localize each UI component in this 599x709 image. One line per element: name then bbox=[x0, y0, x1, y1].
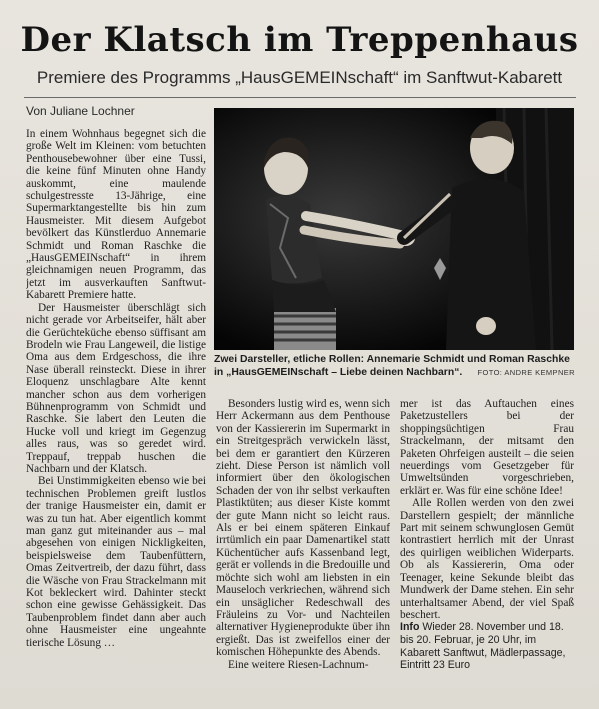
paragraph: Bei Unstimmigkeiten ebenso wie bei technischen Problemen greift lustlos der tranige Hausmeister ein, damit er was zu tun hat. Aber eigentlich kommt man ganz gut miteinander aus – mal abgesehen von einigen Nickligkeiten, beispielsweise dem Taubenfüttern, Omas Zeitvertreib, der dazu führt, dass die Wäsche von Frau Strackelmann mit Kot bekleckert wird. Dahinter steckt schon eine gewisse Gehässigkeit. Das Taubenproblem findet dann aber auch ohne Hausmeister eine ungeahnte tierische Lösung … bbox=[26, 475, 206, 649]
article-column-2 bbox=[216, 398, 390, 705]
photo-caption: Zwei Darsteller, etliche Rollen: Annemarie Schmidt und Roman Raschke in „HausGEMEINschaft – Liebe deinen Nachbarn“. bbox=[214, 354, 570, 378]
article-column-1 bbox=[26, 128, 206, 703]
paragraph: In einem Wohnhaus begegnet sich die große Welt im Kleinen: vom betuchten Penthousebewohner über eine Tussi, die keine fünf Minuten ohne Handy auskommt, eine maulende schulgestresste 13-Jährige, eine Supermarktangestellte bis hin zum Hausmeister. Mit diesem Aufgebot bevölkert das Künstlerduo Annemarie Schmidt und Roman Raschke die „HausGEMEINschaft“ in ihrem gleichnamigen neuen Programm, das jetzt im ausverkauften Sanftwut-Kabarett Premiere hatte. bbox=[26, 128, 206, 302]
byline: Von Juliane Lochner bbox=[26, 104, 135, 118]
stage-photo bbox=[214, 108, 574, 350]
paragraph: Eine weitere Riesen-Lachnum- bbox=[228, 658, 369, 671]
top-rule bbox=[24, 97, 576, 98]
headline: Der Klatsch im Treppenhaus bbox=[20, 20, 579, 60]
paragraph: mer ist das Auftauchen eines Paketzustellers bei der shoppingsüchtigen Frau Strackelmann, der mitsamt den Paketen Ohrfeigen austeilt – die seien neuerdings vom Gesetzgeber für Umweltsünden vorgeschrieben, erklärt er. Was für eine schöne Idee! bbox=[400, 398, 574, 497]
paragraph: Alle Rollen werden von den zwei Darstellern gespielt; der männliche Part mit seinem schwunglosen Gemüt kontrastiert herrlich mit der Unrast des quirligen weiblichen Widerparts. Ob als Kassiererin, Oma oder Teenager, keine Sekunde bleibt das Mundwerk der Dame stehen. Ein sehr unterhaltsamer Abend, der viel Spaß beschert. bbox=[400, 497, 574, 621]
subheadline: Premiere des Programms „HausGEMEINschaft“ im Sanftwut-Kabarett bbox=[36, 68, 563, 87]
info-text: Wieder 28. November und 18. bis 20. Februar, je 20 Uhr, im Kabarett Sanftwut, Mädlerpassage, Eintritt 23 Euro bbox=[400, 621, 566, 672]
performers-illustration bbox=[214, 108, 574, 350]
paragraph: Besonders lustig wird es, wenn sich Herr Ackermann aus dem Penthouse von der Kassiererin im Supermarkt in ein Streitgespräch verwickeln lässt, bei dem er garantiert den Kürzeren zieht. Diese Person ist nämlich voll informiert über den ökologischen Schaden der von ihr selbst verkauften Plastiktüten; aus dieser Kiste kommt der gute Mann nicht so leicht raus. Als er bei einem späteren Einkauf irrtümlich ein paar Damenartikel statt Küchentücher aufs Kassenband legt, gerät er vollends in die Bredouille und möchte sich wohl am liebsten in ein Mauseloch verkriechen, während sich ein unsäglicher Redeschwall des Fräuleins zu Vor- und Nachteilen alternativer Hygieneprodukte über ihn ergießt. Das ist zweifellos einer der komischen Höhepunkte des Abends. bbox=[216, 398, 390, 659]
info-label: Info bbox=[400, 621, 420, 634]
info-box bbox=[400, 621, 574, 671]
paragraph: Der Hausmeister überschlägt sich nicht gerade vor Arbeitseifer, hält aber die Gerüchteküche ebenso süffisant am Brodeln wie Frau Langeweil, die listige Oma aus dem Erdgeschoss, die ihre Nase überall reinsteckt. Diese in ihrer Eloquenz unschlagbare Alte kennt mancher schon aus dem vorherigen Bühnenprogramm von Schmidt und Raschke. Sie labert den Leuten die Hucke voll und kriegt im Gegenzug alles raus, was so geredet wird. Treppauf, treppab huschen die Nachbarn und der Klatsch. bbox=[26, 301, 206, 475]
photo-credit: FOTO: ANDRE KEMPNER bbox=[477, 368, 575, 377]
article-column-3 bbox=[400, 398, 574, 705]
